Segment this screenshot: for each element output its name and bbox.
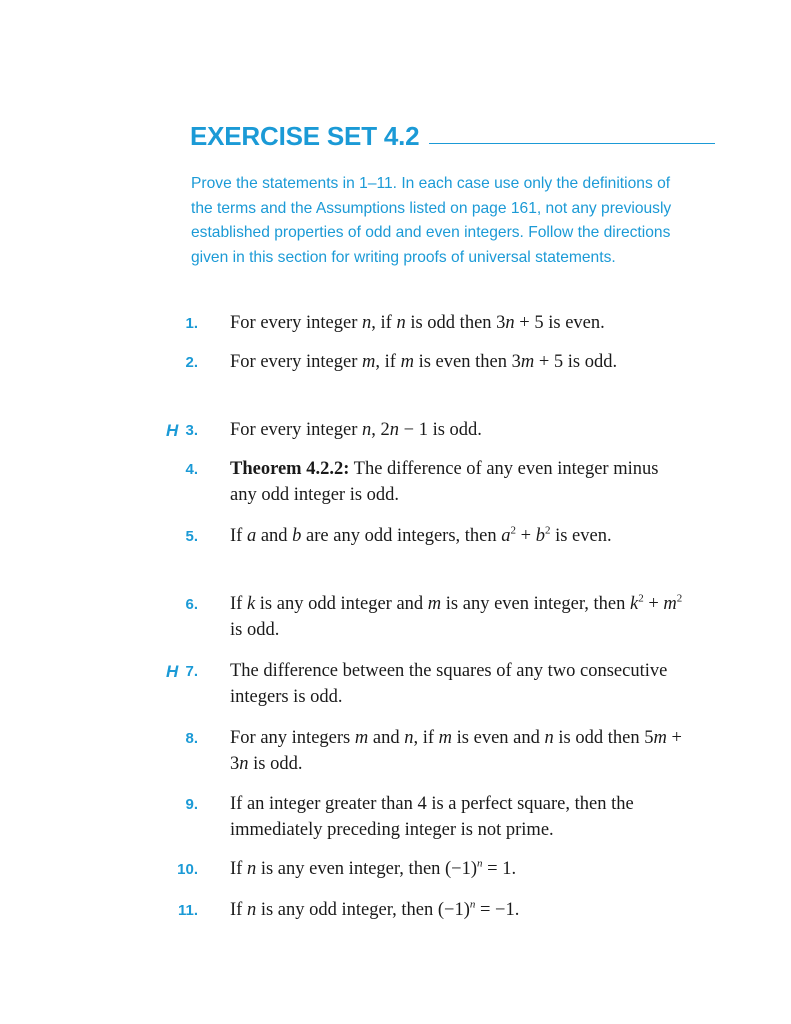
exercise-item (166, 792, 686, 843)
hint-marker: H (166, 421, 179, 440)
exercise-number: 6. (185, 596, 198, 613)
exercise-text: For any integers m and n, if m is even and n is odd then 5m + 3n is odd. (230, 728, 682, 774)
exercise-number: 7. (185, 663, 198, 680)
exercise-item (166, 898, 686, 924)
exercise-item (166, 350, 686, 376)
exercise-number: 3. (185, 422, 198, 439)
exercise-number: 2. (185, 354, 198, 371)
exercise-text: For every integer m, if m is even then 3m + 5 is odd. (230, 352, 618, 372)
instructions-paragraph: Prove the statements in 1–11. In each case use only the definitions of the terms and the Assumptions listed on page 161, not any previously established properties of odd and even integers. Follow the directions given in this section for writing proofs of universal statements. (191, 175, 672, 266)
exercise-item (166, 726, 686, 777)
exercise-text: If n is any odd integer, then $(-1)^n = -1$. (230, 898, 520, 920)
exercise-item (166, 418, 686, 444)
exercise-text: Theorem 4.2.2: The difference of any even integer minus any odd integer is odd. (230, 459, 659, 505)
exercise-text: If a and b are any odd integers, then $a^2 + b^2$ is even. (230, 524, 612, 546)
hint-marker: H (166, 662, 179, 681)
exercise-text: If k is any odd integer and m is any even integer, then $k^2 + m^2$ is odd. (230, 592, 683, 640)
exercise-text: The difference between the squares of any two consecutive integers is odd. (230, 661, 668, 707)
exercise-text: For every integer n, if n is odd then 3n + 5 is even. (230, 313, 605, 333)
exercise-item (166, 311, 686, 337)
exercise-number: 5. (185, 528, 198, 545)
exercise-set-header (190, 112, 715, 152)
exercise-item (166, 592, 686, 643)
page-title: EXERCISE SET 4.2 (190, 121, 420, 151)
exercise-text: For every integer n, 2n − 1 is odd. (230, 420, 482, 440)
exercise-item (166, 524, 686, 550)
exercise-number: 8. (185, 730, 198, 747)
exercise-text: If an integer greater than 4 is a perfect square, then the immediately preceding integer is not prime. (230, 794, 634, 840)
exercise-number: 9. (185, 796, 198, 813)
title-rule (429, 143, 715, 144)
exercise-item (166, 457, 686, 508)
exercise-item (166, 659, 686, 710)
exercise-number: 10. (177, 861, 198, 878)
exercise-number: 11. (177, 902, 198, 919)
theorem-label: Theorem 4.2.2: (230, 459, 350, 479)
exercise-number: 1. (185, 315, 198, 332)
exercise-number: 4. (185, 461, 198, 478)
exercise-text: If n is any even integer, then $(-1)^n = 1$. (230, 857, 517, 879)
exercise-item (166, 857, 686, 883)
